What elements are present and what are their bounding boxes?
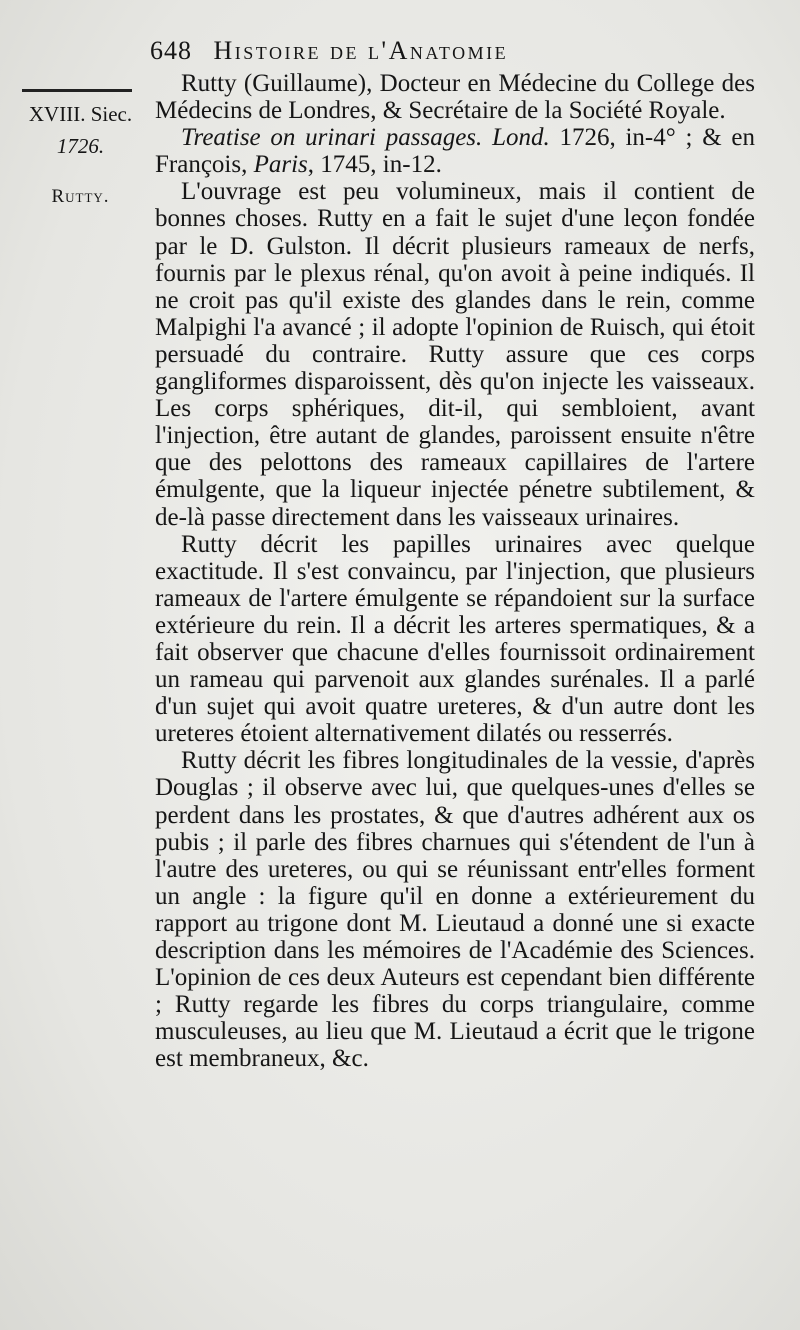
running-header [150,36,770,66]
treatise-citation [155,124,755,178]
margin-rule [22,89,132,92]
treatise-year: 1726 [559,124,610,152]
translation-place: Paris [253,151,308,179]
page-number: 648 [150,36,192,65]
paragraph: L'ouvrage est peu volumineux, mais il contient de bonnes choses. Rutty en a fait le sujet d'une leçon fondée par le D. Gulston. Il décrit plusieurs rameaux de nerfs, fournis par le plexus rénal, qu'on avoit à peine indiqués. Il ne croit pas qu'il existe des glandes dans le rein, comme Malpighi l'a avancé ; il adopte l'opinion de Ruisch, qui étoit persuadé du contraire. Rutty assure que ces corps gangliformes disparoissent, dès qu'on injecte les vaisseaux. Les corps sphériques, dit-il, qui sembloient, avant l'injection, être autant de glandes, paroissent ensuite n'être que des pelottons des rameaux capillaires de l'artere émulgente, que la liqueur injectée pénetre subtilement, & de-là passe directement dans les vaisseaux urinaires. [155,178,755,531]
treatise-place: Lond. [492,124,550,152]
paragraph: Rutty décrit les papilles urinaires avec quelque exactitude. Il s'est convaincu, par l'injection, que plusieurs rameaux de l'artere émulgente se répandoient sur la surface extérieure du rein. Il a décrit les arteres spermatiques, & a fait observer que chacune d'elles fournissoit ordinairement un rameau qui parvenoit aux glandes surénales. Il a parlé d'un sujet qui avoit quatre ureteres, & d'un autre dont les ureteres étoient alternativement dilatés ou resserrés. [155,530,755,748]
translation-year-format: , 1745, in-12. [307,151,442,179]
running-title: Histoire de l'Anatomie [213,36,509,65]
treatise-format: , in-4° ; & en François, [155,124,756,179]
margin-author: Rutty. [51,186,110,207]
entry-body [155,70,755,1072]
entry-heading: Rutty (Guillaume), Docteur en Médecine du College des Médecins de Londres, & Secrétaire de la Société Royale. [155,70,755,125]
treatise-title: Treatise on urinari passages. [181,124,483,152]
paragraph: Rutty décrit les fibres longitudinales de la vessie, d'après Douglas ; il observe avec lui, que quelques-unes d'elles se perdent dans les prostates, & que d'autres adhérent aux os pubis ; il parle des fibres charnues qui s'étendent de l'un à l'autre des ureteres, ou qui se réunissant entr'elles forment un angle : la figure qu'il en donne a extérieurement du rapport au trigone dont M. Lieutaud a donné une si exacte description dans les mémoires de l'Académie des Sciences. L'opinion de ces deux Auteurs est cependant bien différente ; Rutty regarde les fibres du corps triangulaire, comme musculeuses, au lieu que M. Lieutaud a écrit que le trigone est membraneux, &c. [155,747,755,1073]
margin-year: 1726. [56,134,105,158]
margin-century: XVIII. Siec. [28,102,133,126]
